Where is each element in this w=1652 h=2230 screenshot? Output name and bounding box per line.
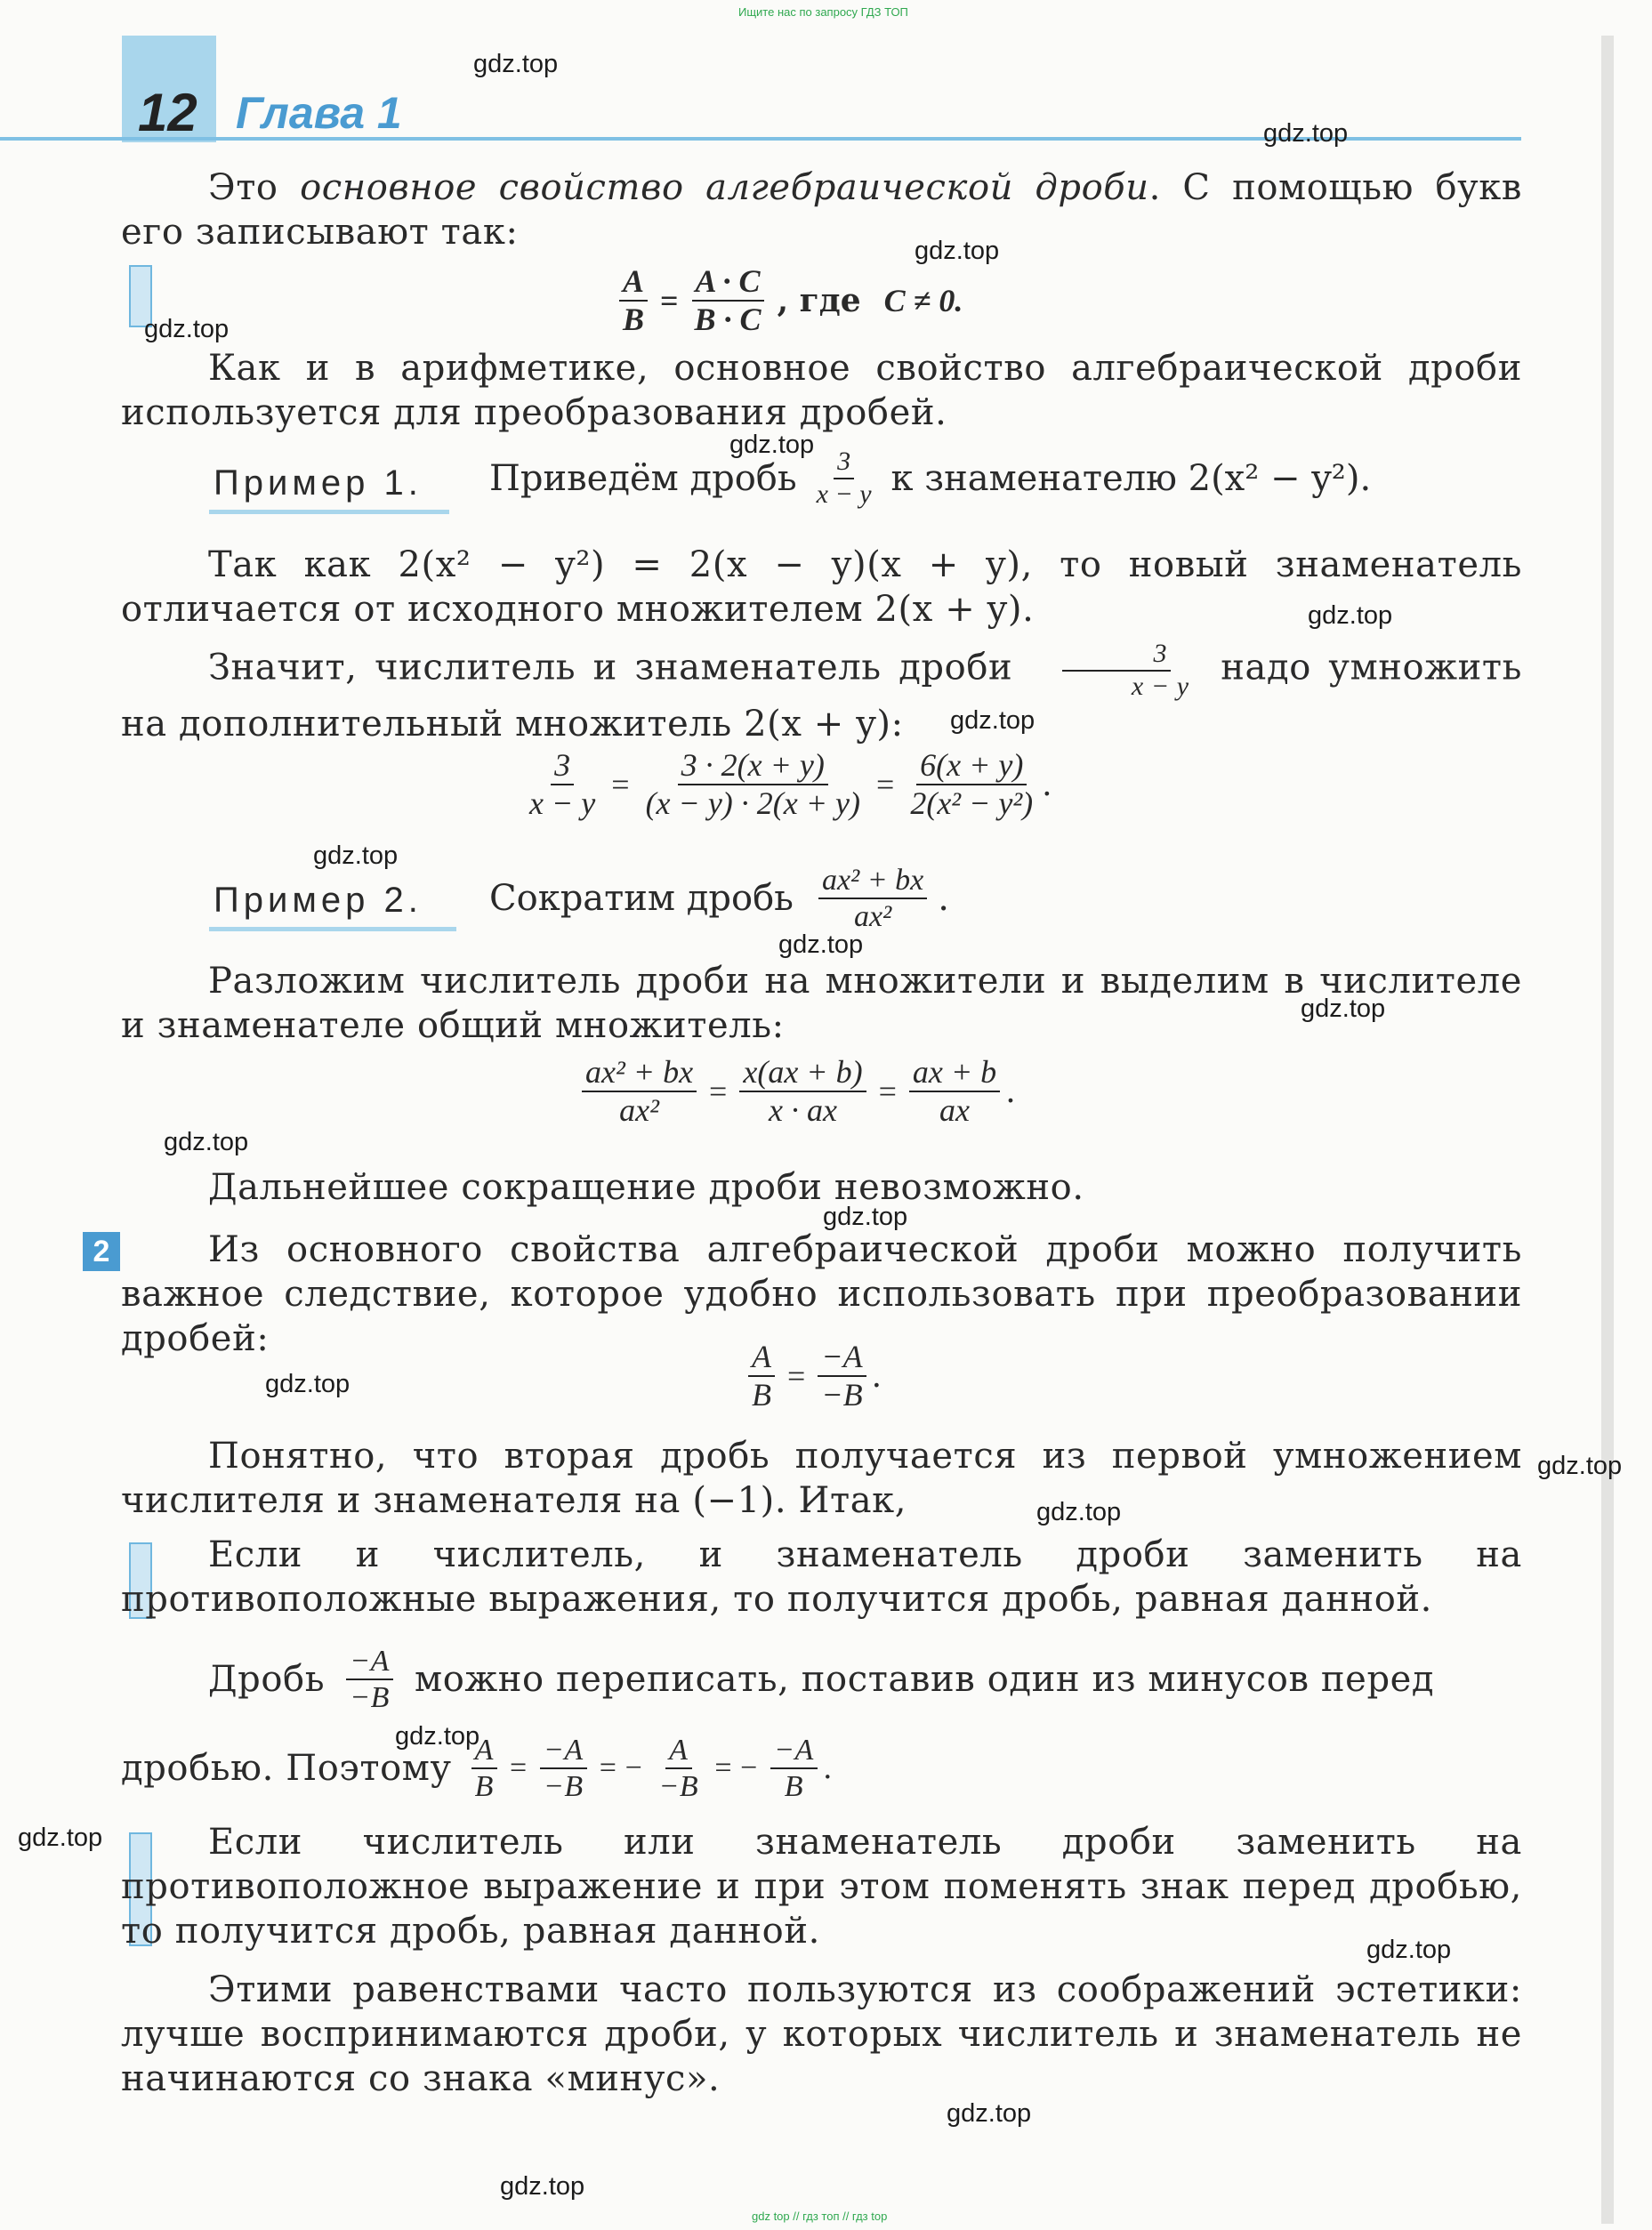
- watermark: gdz.top: [729, 431, 815, 459]
- example-2-text: Сократим дробь $\frac{\text{ax² + bx}}{\text{ax²}}$ .: [489, 864, 949, 934]
- example-1-label: Пример 1.: [214, 463, 423, 503]
- example-2-label: Пример 2.: [214, 881, 423, 920]
- watermark: gdz.top: [500, 2172, 585, 2201]
- page-edge: [1601, 36, 1614, 2224]
- top-note: Ищите нас по запросу ГДЗ ТОП: [738, 5, 908, 19]
- watermark: gdz.top: [395, 1722, 480, 1751]
- watermark: gdz.top: [915, 237, 1000, 265]
- paragraph-multiply: Значит, числитель и знаменатель дроби $\frac{3}{x - y}$ надо умножить на дополнительный множитель 2(x + y):: [121, 639, 1522, 745]
- watermark: gdz.top: [144, 315, 230, 343]
- example-1-underline: [209, 510, 449, 514]
- rule-2: Если числитель или знаменатель дроби заменить на противоположное выражение и при этом поменять знак перед дробью, то получится дробь, равная данной.: [121, 1822, 1522, 1952]
- watermark: gdz.top: [164, 1128, 249, 1156]
- section-marker: 2: [83, 1232, 120, 1271]
- watermark: gdz.top: [823, 1203, 908, 1231]
- paragraph-factor: Разложим числитель дроби на множители и выделим в числителе и знаменателе общий множитель:: [121, 961, 1522, 1046]
- watermark: gdz.top: [778, 930, 864, 959]
- formula-main-property: $\frac{A}{B}$ = $\frac{A \cdot C}{B \cdot C}$ , где C ≠ 0.: [614, 263, 963, 339]
- paragraph-main-property: Это основное свойство алгебраической дроби. С помощью букв его записывают так:: [121, 167, 1522, 253]
- watermark: gdz.top: [1308, 601, 1393, 630]
- watermark: gdz.top: [950, 706, 1036, 735]
- bottom-note: gdz top // гдз топ // гдз top: [752, 2210, 888, 2223]
- paragraph-no-reduction: Дальнейшее сокращение дроби невозможно.: [208, 1167, 1084, 1208]
- example-2-underline: [209, 927, 456, 931]
- rule-1: Если и числитель, и знаменатель дроби заменить на противоположные выражения, то получится дробь, равная данной.: [121, 1534, 1522, 1620]
- paragraph-denominator: Так как 2(x² − y²) = 2(x − y)(x + y), то новый знаменатель отличается от исходного множителем 2(x + y).: [121, 544, 1522, 630]
- paragraph-usage: Как и в арифметике, основное свойство алгебраической дроби используется для преобразования дробей.: [121, 348, 1522, 433]
- chapter-title: Глава 1: [236, 88, 402, 138]
- watermark: gdz.top: [1537, 1452, 1623, 1480]
- paragraph-corollary: Из основного свойства алгебраической дроби можно получить важное следствие, которое удобно использовать при преобразовании дробей:: [121, 1229, 1522, 1359]
- watermark: gdz.top: [1366, 1936, 1452, 1964]
- formula-corollary: $\frac{A}{B}$ = $\frac{-A}{-B}$ .: [743, 1339, 882, 1414]
- formula-example-2: $\frac{\text{ax² + bx}}{\text{ax²}}$ = $\frac{x(ax + b)}{x \cdot ax}$ = $\frac{ax + b}{ax}$ .: [576, 1054, 1016, 1130]
- watermark: gdz.top: [947, 2099, 1032, 2128]
- paragraph-multiply-minus-one: Понятно, что вторая дробь получается из первой умножением числителя и знаменателя на (−1). Итак,: [121, 1436, 1522, 1521]
- watermark: gdz.top: [265, 1370, 351, 1398]
- watermark: gdz.top: [313, 841, 399, 870]
- watermark: gdz.top: [1301, 994, 1386, 1023]
- watermark: gdz.top: [1263, 119, 1349, 148]
- paragraph-rewrite: Дробь $\frac{-A}{-B}$ можно переписать, поставив один из минусов перед: [208, 1645, 1435, 1715]
- formula-sign-forms: $\frac{A}{B}$ = $\frac{-A}{-B}$ = − $\frac{A}{-B}$ = − $\frac{-A}{B}$ .: [466, 1733, 834, 1804]
- example-1-text: Приведём дробь $\frac{3}{x - y}$ к знаменателю 2(x² − y²).: [489, 447, 1372, 509]
- watermark: gdz.top: [1036, 1498, 1122, 1526]
- formula-example-1: $\frac{3}{x - y}$ = $\frac{3 \cdot 2(x + y)}{(x - y) \cdot 2(x + y)}$ = $\frac{6(x + y)}{\text{2(x² − y²)}}$ .: [529, 747, 1052, 822]
- page-number: 12: [138, 83, 197, 142]
- watermark: gdz.top: [473, 50, 559, 78]
- paragraph-therefore: дробью. Поэтому $\frac{A}{B}$ = $\frac{-A}{-B}$ = − $\frac{A}{-B}$ = − $\frac{-A}{B}$ .: [121, 1734, 834, 1804]
- paragraph-aesthetics: Этими равенствами часто пользуются из соображений эстетики: лучше воспринимаются дроби, у которых числитель и знаменатель не начинаются со знака «минус».: [121, 1969, 1522, 2099]
- watermark: gdz.top: [18, 1823, 103, 1852]
